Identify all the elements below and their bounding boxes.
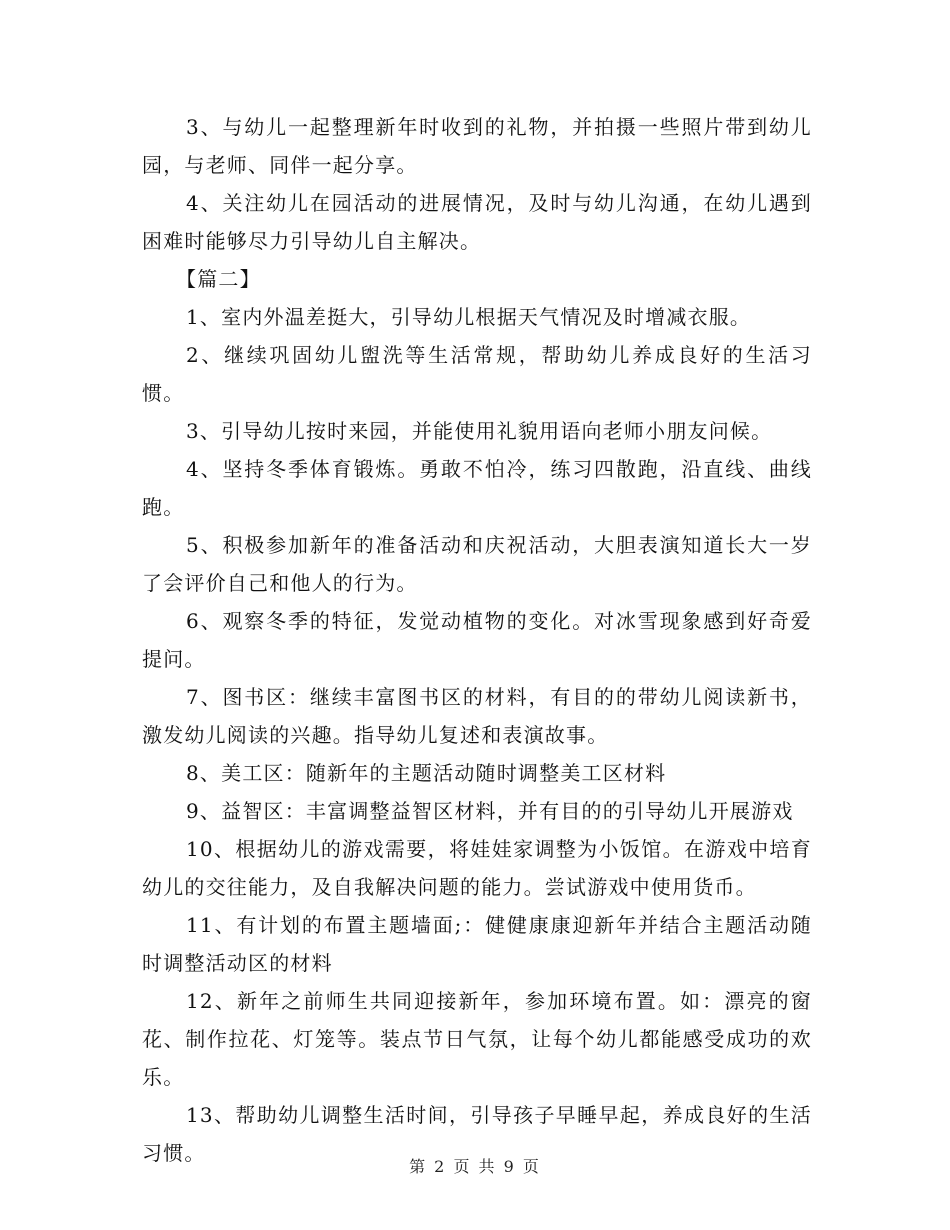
paragraph-item-9: 9、益智区：丰富调整益智区材料，并有目的的引导幼儿开展游戏 bbox=[186, 799, 794, 823]
paragraph-item-5: 5、积极参加新年的准备活动和庆祝活动，大胆表演知道长大一岁了会评价自己和他人的行为。 bbox=[142, 533, 812, 595]
paragraph-item-13: 13、帮助幼儿调整生活时间，引导孩子早睡早起，养成良好的生活习惯。 bbox=[142, 1103, 812, 1165]
page-footer: 第 2 页 共 9 页 bbox=[409, 1157, 541, 1176]
document-body bbox=[142, 108, 812, 1172]
paragraph-item-3: 3、与幼儿一起整理新年时收到的礼物，并拍摄一些照片带到幼儿园，与老师、同伴一起分享。 bbox=[142, 115, 812, 177]
paragraph-item-10: 10、根据幼儿的游戏需要，将娃娃家调整为小饭馆。在游戏中培育幼儿的交往能力，及自我解决问题的能力。尝试游戏中使用货币。 bbox=[142, 837, 812, 899]
paragraph-item-4b: 4、坚持冬季体育锻炼。勇敢不怕冷，练习四散跑，沿直线、曲线跑。 bbox=[142, 457, 812, 519]
paragraph-item-6: 6、观察冬季的特征，发觉动植物的变化。对冰雪现象感到好奇爱提问。 bbox=[142, 609, 812, 671]
paragraph-item-2: 2、继续巩固幼儿盥洗等生活常规，帮助幼儿养成良好的生活习惯。 bbox=[142, 343, 812, 405]
paragraph-item-8: 8、美工区：随新年的主题活动随时调整美工区材料 bbox=[186, 761, 667, 785]
paragraph-item-4: 4、关注幼儿在园活动的进展情况，及时与幼儿沟通，在幼儿遇到困难时能够尽力引导幼儿自主解决。 bbox=[142, 191, 812, 253]
paragraph-item-12: 12、新年之前师生共同迎接新年，参加环境布置。如：漂亮的窗花、制作拉花、灯笼等。装点节日气氛，让每个幼儿都能感受成功的欢乐。 bbox=[142, 989, 812, 1089]
paragraph-item-11: 11、有计划的布置主题墙面;：健健康康迎新年并结合主题活动随时调整活动区的材料 bbox=[142, 913, 812, 975]
paragraph-item-3b: 3、引导幼儿按时来园，并能使用礼貌用语向老师小朋友问候。 bbox=[186, 419, 773, 443]
section-heading: 【篇二】 bbox=[176, 267, 261, 291]
paragraph-item-7: 7、图书区：继续丰富图书区的材料，有目的的带幼儿阅读新书，激发幼儿阅读的兴趣。指导幼儿复述和表演故事。 bbox=[142, 685, 812, 747]
paragraph-item-1: 1、室内外温差挺大，引导幼儿根据天气情况及时增减衣服。 bbox=[186, 305, 752, 329]
